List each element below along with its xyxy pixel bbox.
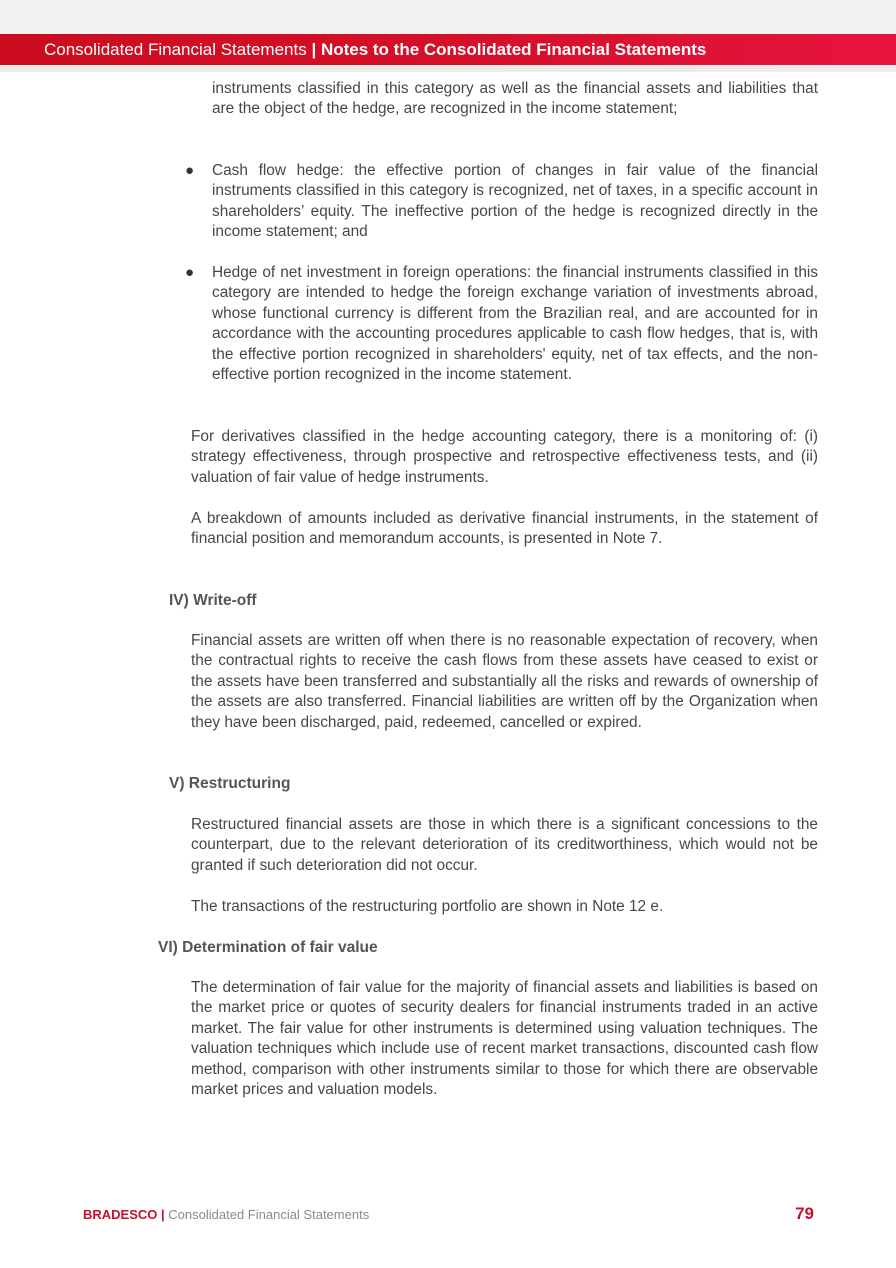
heading-write-off: IV) Write-off: [169, 592, 257, 609]
paragraph-fair-value: The determination of fair value for the majority of financial assets and liabilities is based on the market price or quotes of security dealers for financial instruments traded in an active market. The fair value for other instruments is determined using valuation techniques. The valuation techniques which include use of recent market transactions, discounted cash flow method, comparison with other instruments similar to those for which there are observable market prices and valuation models.: [191, 979, 818, 1099]
paragraph-derivatives-breakdown: A breakdown of amounts included as derivative financial instruments, in the statement of financial position and memorandum accounts, is presented in Note 7.: [191, 510, 818, 548]
footer-title: Consolidated Financial Statements: [168, 1207, 370, 1222]
heading-fair-value: VI) Determination of fair value: [158, 939, 378, 956]
footer-separator: |: [161, 1207, 165, 1222]
paragraph-restructuring-note: The transactions of the restructuring portfolio are shown in Note 12 e.: [191, 898, 664, 915]
fair-value-hedge-continuation: instruments classified in this category as well as the financial assets and liabilities that are the object of the hedge, are recognized in the income statement;: [212, 80, 818, 118]
paragraph-derivatives-monitoring: For derivatives classified in the hedge accounting category, there is a monitoring of: (i) strategy effectiveness, through prospective and retrospective effectiveness tests, and (ii) valuation of fair value of hedge instruments.: [191, 428, 818, 486]
page-footer: [83, 1206, 369, 1224]
header-separator: |: [311, 40, 317, 59]
header-section: Consolidated Financial Statements: [44, 40, 307, 59]
bullet-cash-flow-hedge: Cash flow hedge: the effective portion of changes in fair value of the financial instruments classified in this category is recognized, net of taxes, in a specific account in shareholders’ equity. The ineffective portion of the hedge is recognized directly in the income statement; and: [212, 162, 818, 241]
paragraph-restructuring: Restructured financial assets are those in which there is a significant concessions to the counterpart, due to the relevant deterioration of its creditworthiness, which would not be granted if such deterioration did not occur.: [191, 816, 818, 874]
paragraph-write-off: Financial assets are written off when there is no reasonable expectation of recovery, when the contractual rights to receive the cash flows from these assets have ceased to exist or the assets have been transferred and substantially all the risks and rewards of ownership of the assets are also transferred. Financial liabilities are written off by the Organization when they have been discharged, paid, redeemed, cancelled or expired.: [191, 632, 818, 731]
footer-brand: BRADESCO: [83, 1207, 158, 1222]
header-shadow: [0, 65, 896, 72]
top-margin: [0, 0, 896, 34]
page-header-banner: [0, 34, 896, 65]
page-number: 79: [795, 1204, 814, 1223]
bullet-net-investment-hedge: Hedge of net investment in foreign operations: the financial instruments classified in this category are intended to hedge the foreign exchange variation of investments abroad, whose functional currency is different from the Brazilian real, and are accounted for in accordance with the accounting procedures applicable to cash flow hedges, that is, with the effective portion recognized in shareholders' equity, net of tax effects, and the non-effective portion recognized in the income statement.: [212, 264, 818, 384]
bullet-icon: ●: [185, 162, 195, 179]
heading-restructuring: V) Restructuring: [169, 775, 291, 792]
bullet-icon: ●: [185, 264, 195, 281]
header-subsection: Notes to the Consolidated Financial Statements: [320, 40, 707, 59]
